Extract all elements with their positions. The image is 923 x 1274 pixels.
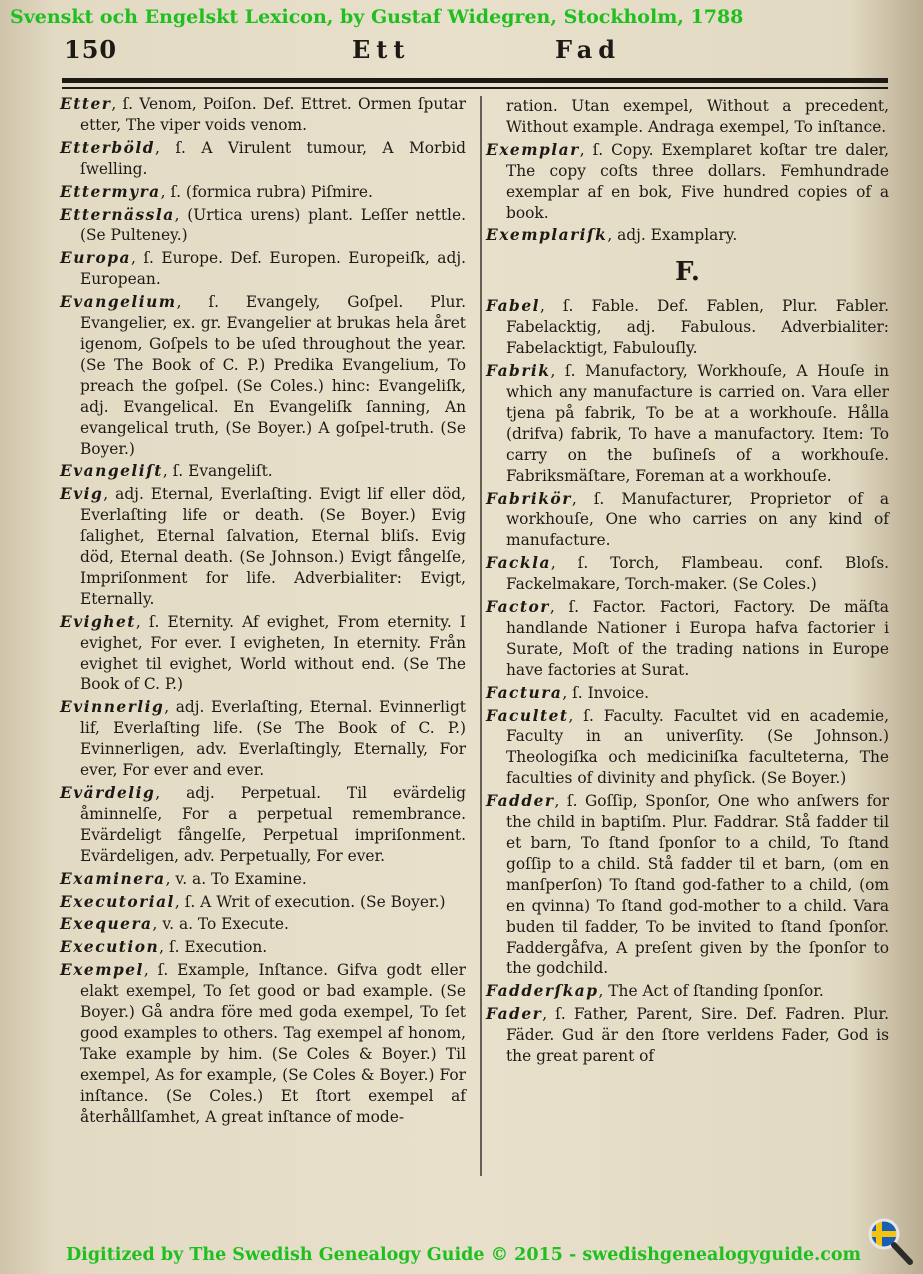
headword: Fader [486, 1005, 543, 1024]
left-column [60, 94, 466, 1128]
definition: , ſ. Evangely, Goſpel. Plur. Evangelier, ex. gr. Evangelier at brukas hela året igenom, Goſpels to be uſed throughout the year. (Se The Book of C. P.) Predika Evangelium, To preach the goſpel. (Se Coles.) hinc: Evangeliſk, adj. Evangelical. En Evangeliſk ſanning, An evangelical truth, (Se Boyer.) A goſpel-truth. (Se Boyer.) [80, 293, 466, 458]
dictionary-entry [486, 791, 889, 979]
dictionary-entry [60, 783, 466, 867]
definition: , ſ. Venom, Poiſon. Def. Ettret. Ormen ſputar etter, The viper voids venom. [80, 95, 466, 134]
header-rule-thin [62, 87, 888, 89]
definition: , ſ. Goſſip, Sponſor, One who anſwers for the child in baptiſm. Plur. Faddrar. Stå fadder til et barn, To ſtand ſponſor to a child, To ſtand goſſip to a child. Stå fadder til et barn, (om en manſperſon) To ſtand god-father to a child, (om en qvinna) To ſtand god-mother to a child. Vara buden til fadder, To be invited to ſtand ſponſor. Faddergåfva, A preſent given by the ſponſor to the godchild. [506, 792, 889, 978]
dictionary-entry [60, 205, 466, 247]
dictionary-entry [60, 960, 466, 1127]
definition: , (Urtica urens) plant. Leſſer nettle. (Se Pulteney.) [80, 205, 466, 245]
section-letter: F. [675, 257, 700, 288]
dictionary-entry [60, 182, 466, 203]
definition: , ſ. A Writ of execution. (Se Boyer.) [174, 892, 446, 911]
headword: Europa [60, 249, 132, 268]
definition: , v. a. To Examine. [165, 869, 307, 888]
dictionary-entry [60, 869, 466, 890]
digitization-credit: Digitized by The Swedish Genealogy Guide © 2015 - swedishgenealogyguide.com [66, 1245, 862, 1265]
headword: Evangelium [60, 293, 177, 312]
headword: Exemplariſk [486, 226, 608, 245]
headword: Exempel [60, 961, 144, 980]
definition: , ſ. Father, Parent, Sire. Def. Fadren. Plur. Fäder. Gud är den ſtore verldens Fader, God is the great parent of [506, 1005, 889, 1066]
dictionary-entry [486, 1004, 889, 1067]
definition: , ſ. Execution. [159, 938, 268, 957]
headword: Evighet [60, 612, 136, 631]
dictionary-entry [60, 892, 466, 913]
headword: Exemplar [486, 140, 580, 159]
definition: , ſ. Example, Inſtance. Gifva godt eller elakt exempel, To ſet good or bad example. (Se Boyer.) Gå andra före med goda exempel, To ſet good examples to others. Tag exempel af honom, Take example by him. (Se Coles & Boyer.) Til exempel, As for example, (Se Coles & Boyer.) For inſtance. (Se Coles.) Et ſtort exempel af återhållſamhet, A great inſtance of mode- [80, 961, 466, 1126]
headword: Examinera [60, 869, 166, 888]
dictionary-entry [486, 553, 889, 595]
headword: Etterböld [60, 138, 155, 157]
column-divider [480, 96, 482, 1176]
dictionary-entry [60, 937, 466, 958]
dictionary-entry [60, 461, 466, 482]
dictionary-entry [486, 683, 889, 704]
definition: , ſ. Evangeliſt. [162, 462, 273, 481]
continued-text: ration. Utan exempel, Without a precedent, Without example. Andraga exempel, To inſtance. [506, 97, 889, 136]
definition: , ſ. Eternity. Af evighet, From eternity. I evighet, For ever. I evigheten, In eternity. Från evighet til evighet, World without end. (Se The Book of C. P.) [80, 612, 466, 694]
dictionary-entry [60, 697, 466, 781]
headword: Fadder [486, 792, 555, 811]
dictionary-entry [486, 296, 889, 359]
dictionary-entry [60, 248, 466, 290]
digitization-title: Svenskt och Engelskt Lexicon, by Gustaf Widegren, Stockholm, 1788 [10, 6, 744, 28]
dictionary-entry [60, 914, 466, 935]
header-rule [62, 78, 888, 83]
headword: Factor [486, 598, 550, 617]
definition: , ſ. Manufactory, Workhouſe, A Houſe in which any manufacture is carried on. Vara eller tjena på fabrik, To be at a workhouſe. Hålla (drifva) fabrik, To have a manufactory. Item: To carry on the buſineſs of a workhouſe. Fabriksmäſtare, Foreman at a workhouſe. [506, 362, 889, 485]
headword: Fabrik [486, 362, 551, 381]
definition: , adj. Eternal, Everlaſting. Evigt lif eller död, Everlaſting life or death. (Se Boyer.) Evig ſalighet, Eternal ſalvation, Eternal bliſs. Evig död, Eternal death. (Se Johnson.) Evigt fångelſe, Impriſonment for life. Adverbialiter: Evigt, Eternally. [80, 485, 466, 608]
dictionary-entry [486, 597, 889, 681]
headword: Execution [60, 938, 160, 957]
headword: Evärdelig [60, 784, 156, 802]
definition: , ſ. Europe. Def. Europen. Europeiſk, adj. European. [80, 249, 466, 289]
definition: , ſ. A Virulent tumour, A Morbid ſwelling. [80, 138, 466, 178]
definition: , ſ. Faculty. Facultet vid en academie, Faculty in an univerſity. (Se Johnson.) Theologiſka och mediciniſka faculteterna, The faculties of divinity and phyſick. (Se Boyer.) [506, 706, 889, 788]
definition: , The Act of ſtanding ſponſor. [598, 982, 824, 1001]
right-column [486, 96, 889, 1067]
dictionary-entry [486, 489, 889, 552]
dictionary-entry [60, 138, 466, 180]
headword: Fackla [486, 554, 551, 573]
headword: Evig [60, 485, 104, 504]
headword: Etter [60, 95, 112, 113]
headword: Executorial [60, 892, 175, 911]
swedish-flag-magnifier-icon [866, 1216, 916, 1268]
running-head-left: Ett [352, 35, 411, 64]
dictionary-entry [60, 612, 466, 696]
dictionary-entry [486, 225, 889, 246]
headword: Fabel [486, 297, 540, 316]
page-number: 150 [64, 35, 118, 64]
headword: Fabrikör [486, 489, 572, 508]
dictionary-entry [486, 361, 889, 486]
headword: Fadderſkap [486, 982, 599, 1001]
headword: Evangeliſt [60, 462, 163, 481]
definition: , ſ. (formica rubra) Piſmire. [160, 182, 373, 201]
definition: , ſ. Fable. Def. Fablen, Plur. Fabler. Fabelacktig, adj. Fabulous. Adverbialiter: Fabelacktigt, Fabulouſly. [506, 297, 889, 358]
definition: , ſ. Copy. Exemplaret koſtar tre daler, The copy coſts three dollars. Femhundrade exemplar af en bok, Five hundred copies of a book. [506, 140, 889, 222]
headword: Etternässla [60, 205, 175, 224]
dictionary-entry [486, 981, 889, 1002]
dictionary-entry [486, 706, 889, 790]
running-head-right: Fad [555, 35, 622, 64]
headword: Exequera [60, 915, 153, 934]
headword: Evinnerlig [60, 698, 165, 717]
definition: , adj. Perpetual. Til evärdelig åminnelſe, For a perpetual remembrance. Evärdeligt fångelſe, Perpetual impriſonment. Evärdeligen, adv. Perpetually, For ever. [80, 784, 466, 865]
definition: , ſ. Manufacturer, Proprietor of a workhouſe, One who carries on any kind of manufacture. [506, 489, 889, 550]
definition: , ſ. Factor. Factori, Factory. De mäſta handlande Nationer i Europa hafva factorier i Surate, Moſt of the trading nations in Europe have factories at Surat. [506, 598, 889, 679]
dictionary-entry [486, 140, 889, 224]
definition: , adj. Examplary. [607, 226, 738, 245]
dictionary-entry [60, 484, 466, 609]
headword: Factura [486, 683, 563, 702]
definition: , ſ. Invoice. [562, 683, 650, 702]
dictionary-entry [60, 94, 466, 136]
headword: Facultet [486, 706, 569, 725]
dictionary-entry [60, 292, 466, 459]
definition: , adj. Everlaſting, Eternal. Evinnerligt lif, Everlaſting life. (Se The Book of C. P.) Evinnerligen, adv. Everlaſtingly, Eternally, For ever, For ever and ever. [80, 698, 466, 780]
definition: , ſ. Torch, Flambeau. conf. Bloſs. Fackelmakare, Torch-maker. (Se Coles.) [506, 554, 889, 594]
headword: Ettermyra [60, 182, 161, 201]
definition: , v. a. To Execute. [152, 915, 289, 934]
